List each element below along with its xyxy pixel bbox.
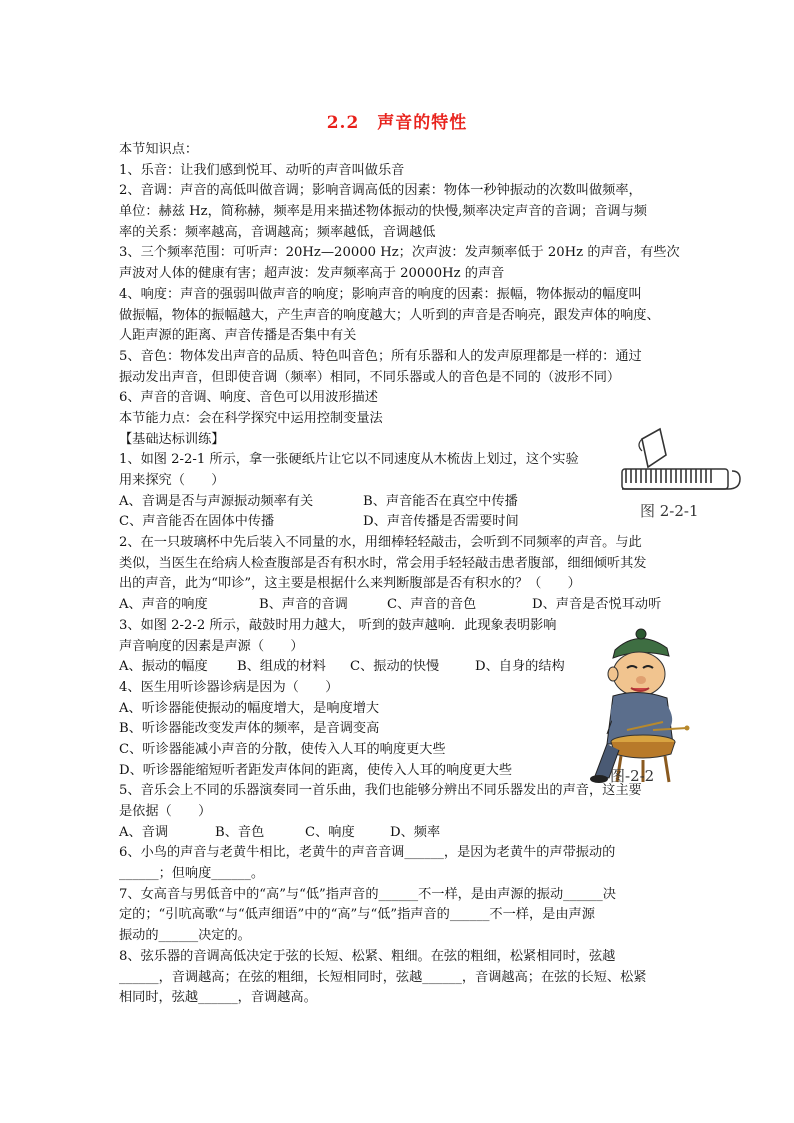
text-line: 4、响度：声音的强弱叫做声音的响度；影响声音的响度的因素：振幅，物体振动的幅度叫 — [119, 286, 642, 302]
question-6-cont: ______；但响度______。 — [119, 866, 265, 882]
option-a: A、音调 — [119, 824, 169, 840]
question-3-cont: 声音响度的因素是声源（ ） — [119, 638, 304, 654]
text-line: 单位：赫兹 Hz，简称赫，频率是用来描述物体振动的快慢,频率决定声音的音调；音调与频 — [119, 204, 647, 220]
drummer-illustration — [590, 629, 690, 783]
section-heading: 【基础达标训练】 — [119, 431, 225, 447]
text-line: 本节能力点：会在科学探究中运用控制变量法 — [119, 410, 383, 426]
text-line: 振动发出声音，但即使音调（频率）相同，不同乐器或人的音色是不同的（波形不同） — [119, 369, 621, 385]
text-line: 1、乐音：让我们感到悦耳、动听的声音叫做乐音 — [119, 162, 405, 178]
question-1: 1、如图 2-2-1 所示，拿一张硬纸片让它以不同速度从木梳齿上划过，这个实验 — [119, 452, 579, 468]
option-d: D、声音是否悦耳动听 — [532, 597, 662, 613]
option-c: C、听诊器能减小声音的分散，使传入人耳的响度更大些 — [119, 741, 446, 757]
text-line: 2、音调：声音的高低叫做音调；影响音调高低的因素：物体一秒钟振动的次数叫做频率， — [119, 183, 642, 199]
text-line: 做振幅，物体的振幅越大，产生声音的响度越大；人听到的声音是否响亮，跟发声体的响度、 — [119, 307, 660, 323]
figure-1-caption: 图 2-2-1 — [640, 502, 699, 520]
option-b: B、听诊器能改变发声体的频率，是音调变高 — [119, 721, 380, 737]
text-line: 6、声音的音调、响度、音色可以用波形描述 — [119, 390, 378, 406]
question-3: 3、如图 2-2-2 所示，敲鼓时用力越大， 听到的鼓声越响．此现象表明影响 — [119, 617, 557, 633]
option-c: C、声音能否在固体中传播 — [119, 514, 275, 530]
text-line: 5、音色：物体发出声音的品质、特色叫音色；所有乐器和人的发声原理都是一样的：通过 — [119, 348, 642, 364]
comb-illustration — [622, 469, 740, 489]
text-line: 3、三个频率范围：可听声：20Hz—20000 Hz；次声波：发声频率低于 20Hz 的声音，有些次 — [119, 245, 680, 261]
option-a: A、听诊器能使振动的幅度增大，是响度增大 — [119, 700, 380, 716]
page-title: 2.2 声音的特性 — [326, 113, 468, 133]
option-b: B、声音的音调 — [259, 597, 348, 613]
option-c: C、振动的快慢 — [350, 659, 440, 675]
question-5: 5、音乐会上不同的乐器演奏同一首乐曲，我们也能够分辨出不同乐器发出的声音，这主要 — [119, 783, 642, 799]
question-7: 7、女高音与男低音中的“高”与“低”指声音的______不一样，是由声源的振动______决 — [119, 886, 616, 902]
question-8-cont: ______，音调越高；在弦的粗细，长短相同时，弦越______，音调越高；在弦的长短、松紧 — [119, 969, 647, 985]
q1-options-row1 — [119, 492, 679, 513]
q1-options-row2 — [119, 512, 679, 533]
drummer-figure — [587, 626, 697, 786]
option-d: D、听诊器能缩短听者距发声体间的距离，使传入人耳的响度更大些 — [119, 762, 513, 778]
q2-options — [119, 595, 679, 616]
option-b: B、音色 — [215, 824, 265, 840]
question-2-cont: 出的声音，此为“叩诊”，这主要是根据什么来判断腹部是否有积水的？（ ） — [119, 576, 581, 592]
question-8-cont: 相同时，弦越______，音调越高。 — [119, 990, 317, 1006]
question-2-cont: 类似，当医生在给病人检查腹部是否有积水时，常会用手轻轻敲击患者腹部，细细倾听其发 — [119, 555, 647, 571]
text-line: 本节知识点： — [119, 142, 199, 157]
card-illustration — [639, 429, 666, 467]
option-d: D、自身的结构 — [475, 659, 565, 675]
question-4: 4、医生用听诊器诊病是因为（ ） — [119, 679, 339, 695]
option-d: D、声音传播是否需要时间 — [363, 514, 519, 530]
option-a: A、声音的响度 — [119, 597, 208, 613]
option-b: B、组成的材料 — [237, 659, 326, 675]
question-8: 8、弦乐器的音调高低决定于弦的长短、松紧、粗细。在弦的粗细，松紧相同时，弦越 — [119, 948, 616, 964]
document-body — [119, 140, 679, 1009]
question-7-cont: 振动的______决定的。 — [119, 928, 251, 944]
question-7-cont: 定的；“引吭高歌“与“低声细语”中的“高”与“低”指声音的______不一样，是由声源 — [119, 907, 595, 923]
text-line: 率的关系：频率越高，音调越高；频率越低，音调越低 — [119, 224, 436, 240]
question-2: 2、在一只玻璃杯中先后装入不同量的水，用细棒轻轻敲击，会听到不同频率的声音。与此 — [119, 535, 642, 551]
option-c: C、响度 — [305, 824, 355, 840]
text-line: 人距声源的距离、声音传播是否集中有关 — [119, 328, 357, 344]
option-a: A、振动的幅度 — [119, 659, 208, 675]
question-6: 6、小鸟的声音与老黄牛相比，老黄牛的声音音调______，是因为老黄牛的声带振动的 — [119, 845, 616, 861]
option-c: C、声音的音色 — [387, 597, 477, 613]
question-5-cont: 是依据（ ） — [119, 804, 212, 819]
question-1-cont: 用来探究（ ） — [119, 473, 225, 488]
option-a: A、音调是否与声源振动频率有关 — [119, 493, 314, 509]
figure-2-caption: 图-2-2 — [610, 767, 655, 785]
q5-options — [119, 823, 679, 844]
option-b: B、声音能否在真空中传播 — [363, 493, 518, 509]
text-line: 声波对人体的健康有害；超声波：发声频率高于 20000Hz 的声音 — [119, 266, 505, 282]
option-d: D、频率 — [390, 824, 441, 840]
